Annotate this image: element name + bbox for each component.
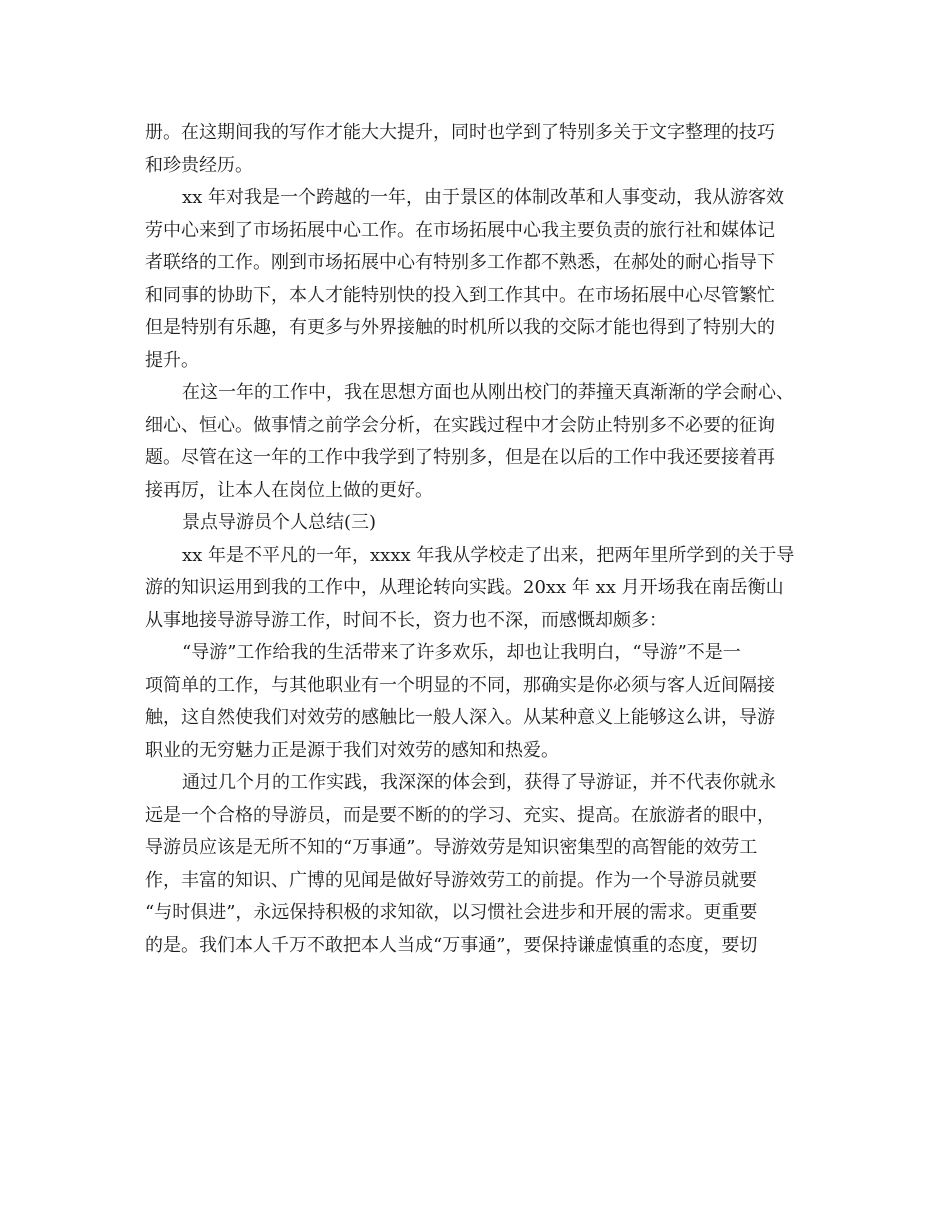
text-line: 的是。我们本人千万不敢把本人当成“万事通”，要保持谦虚慎重的态度，要切 — [145, 934, 758, 956]
text-line: xx 年是不平凡的一年，xxxx 年我从学校走了出来，把两年里所学到的关于导 — [182, 544, 795, 566]
text-line: xx 年对我是一个跨越的一年，由于景区的体制改革和人事变动，我从游客效 — [182, 187, 785, 208]
text-line: 远是一个合格的导游员，而是要不断的的学习、充实、提高。在旅游者的眼中， — [145, 804, 775, 826]
text-line: 接再厉，让本人在岗位上做的更好。 — [145, 479, 433, 501]
text-line: 劳中心来到了市场拓展中心工作。在市场拓展中心我主要负责的旅行社和媒体记 — [145, 219, 775, 241]
text-line: 游的知识运用到我的工作中，从理论转向实践。20xx 年 xx 月开场我在南岳衡山 — [145, 577, 784, 598]
text-line: 和同事的协助下，本人才能特别快的投入到工作其中。在市场拓展中心尽管繁忙 — [145, 284, 775, 306]
text-line: 从事地接导游导游工作，时间不长，资力也不深，而感慨却颇多： — [145, 609, 667, 631]
text-line: 细心、恒心。做事情之前学会分析，在实践过程中才会防止特别多不必要的征询 — [145, 414, 775, 436]
text-line: 在这一年的工作中，我在思想方面也从刚出校门的莽撞天真渐渐的学会耐心、 — [182, 382, 794, 403]
text-line: “与时俱进”，永远保持积极的求知欲，以习惯社会进步和开展的需求。更重要 — [145, 902, 758, 923]
text-line: 导游员应该是无所不知的“万事通”。导游效劳是知识密集型的高智能的效劳工 — [145, 837, 758, 858]
text-line: 册。在这期间我的写作才能大大提升，同时也学到了特别多关于文字整理的技巧 — [145, 122, 775, 143]
text-line: 景点导游员个人总结(三) — [182, 512, 377, 533]
text-line: 通过几个月的工作实践，我深深的体会到，获得了导游证，并不代表你就永 — [182, 772, 776, 793]
text-line: 提升。 — [145, 349, 199, 371]
text-line: 和珍贵经历。 — [145, 154, 253, 176]
text-line: 但是特别有乐趣，有更多与外界接触的时机所以我的交际才能也得到了特别大的 — [145, 317, 775, 338]
document-body — [145, 117, 810, 962]
text-line: 题。尽管在这一年的工作中我学到了特别多，但是在以后的工作中我还要接着再 — [145, 447, 775, 468]
text-line: 触，这自然使我们对效劳的感触比一般人深入。从某种意义上能够这么讲，导游 — [145, 707, 775, 728]
text-line: 者联络的工作。刚到市场拓展中心有特别多工作都不熟悉，在郝处的耐心指导下 — [145, 252, 775, 273]
text-line: “导游”工作给我的生活带来了许多欢乐，却也让我明白，“导游”不是一 — [182, 642, 741, 663]
text-line: 项简单的工作，与其他职业有一个明显的不同，那确实是你必须与客人近间隔接 — [145, 674, 775, 696]
text-line: 职业的无穷魅力正是源于我们对效劳的感知和热爱。 — [145, 739, 559, 761]
text-line: 作，丰富的知识、广博的见闻是做好导游效劳工的前提。作为一个导游员就要 — [145, 869, 757, 891]
